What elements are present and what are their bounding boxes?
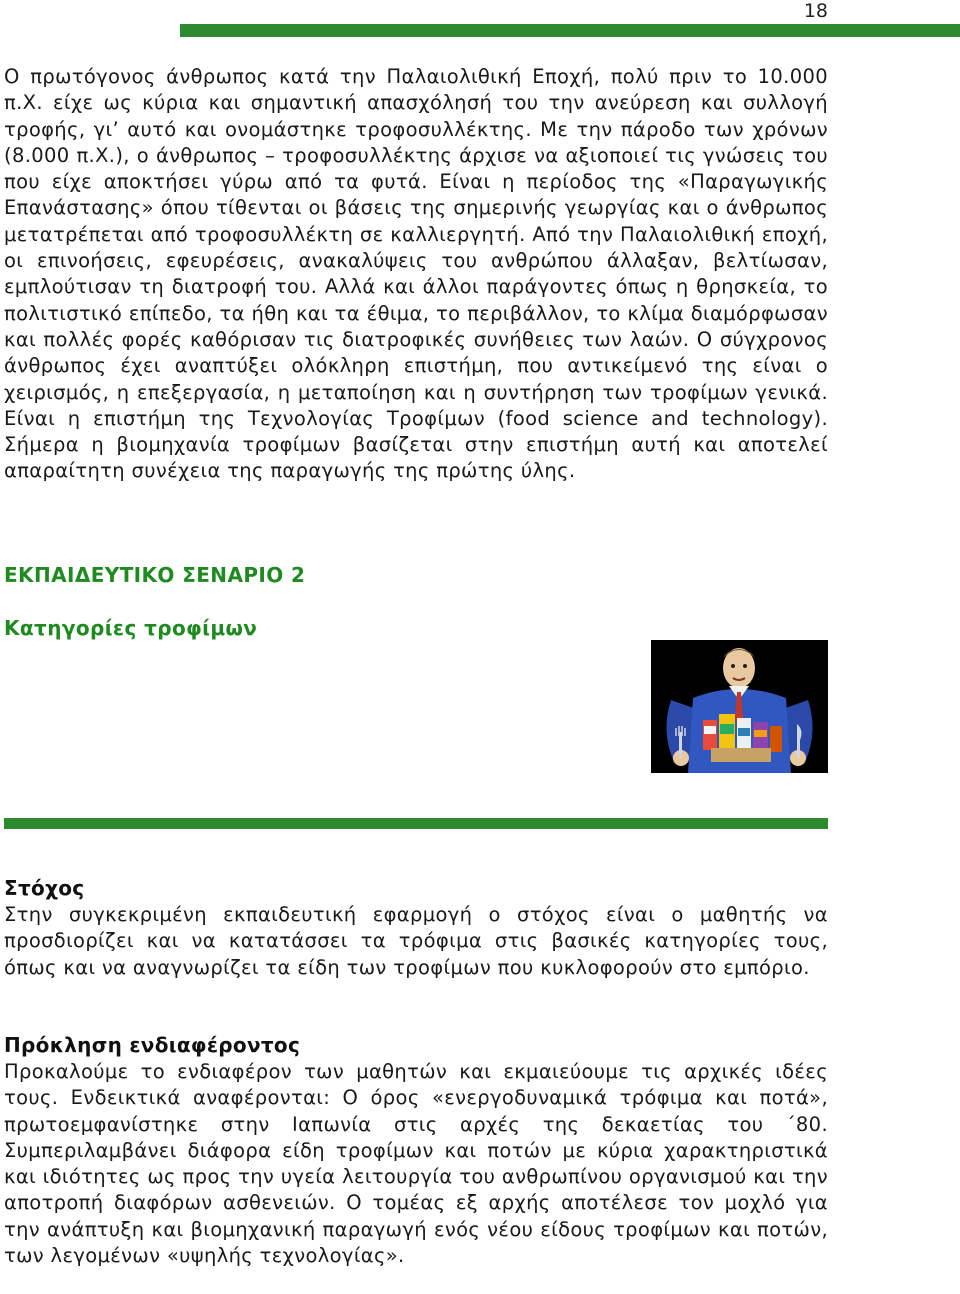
interest-heading: Πρόκληση ενδιαφέροντος bbox=[4, 1033, 301, 1057]
goal-paragraph: Στην συγκεκριμένη εκπαιδευτική εφαρμογή ο στόχος είναι ο μαθητής να προσδιορίζει και να κατατάσσει τα τρόφιμα στις βασικές κατηγορίες τους, όπως και να αναγνωρίζει τα είδη των τροφίμων που κυκλοφορούν στο εμπόριο. bbox=[4, 903, 828, 979]
page-number: 18 bbox=[803, 0, 828, 22]
intro-paragraph: Ο πρωτόγονος άνθρωπος κατά την Παλαιολιθική Εποχή, πολύ πριν το 10.000 π.Χ. είχε ως κύρια και σημαντική απασχόλησή του την ανεύρεση και συλλογή τροφής, γι’ αυτό και ονομάστηκε τροφοσυλλέκτης. Με την πάροδο των χρόνων (8.000 π.Χ.), ο άνθρωπος – τροφοσυλλέκτης άρχισε να αξιοποιεί τις γνώσεις του που είχε αποκτήσει γύρω από τα φυτά. Είναι η περίοδος της «Παραγωγικής Επανάστασης» όπου τίθενται οι βάσεις της σημερινής γεωργίας και ο άνθρωπος μετατρέπεται από τροφοσυλλέκτη σε καλλιεργητή. Από την Παλαιολιθική εποχή, οι επινοήσεις, εφευρέσεις, ανακαλύψεις του ανθρώπου άλλαξαν, βελτίωσαν, εμπλούτισαν τη διατροφή του. Αλλά και άλλοι παράγοντες όπως η θρησκεία, το πολιτιστικό επίπεδο, τα ήθη και τα έθιμα, το περιβάλλον, το κλίμα διαμόρφωσαν και πολλές φορές καθόρισαν τις διατροφικές συνήθειες των λαών. Ο σύγχρονος άνθρωπος έχει αναπτύξει ολόκληρη επιστήμη, που αντικείμενό της είναι ο χειρισμός, η επεξεργασία, η μεταποίηση και η συντήρηση των τροφίμων γενικά. Είναι η επιστήμη της Τεχνολογίας Τροφίμων (food science and technology). Σήμερα η βιομηχανία τροφίμων βασίζεται στην επιστήμη αυτή και αποτελεί απαραίτητη συνέχεια της παραγωγής της πρώτης ύλης. bbox=[4, 65, 828, 483]
food-cartoon-illustration bbox=[651, 640, 828, 773]
scenario-title: ΕΚΠΑΙΔΕΥΤΙΚΟ ΣΕΝΑΡΙΟ 2 bbox=[4, 563, 306, 587]
interest-paragraph: Προκαλούμε το ενδιαφέρον των μαθητών και εκμαιεύουμε τις αρχικές ιδέες τους. Ενδεικτικά αναφέρονται: Ο όρος «ενεργοδυναμικά τρόφιμα και ποτά», πρωτοεμφανίστηκε στην Ιαπωνία στις αρχές της δεκαετίας του ΄80. Συμπεριλαμβάνει διάφορα είδη τροφίμων και ποτών με κύρια χαρακτηριστικά και ιδιότητες ως προς την υγεία λειτουργία του ανθρωπίνου οργανισμού και την αποτροπή διαφόρων ασθενειών. Ο τομέας εξ αρχής αποτέλεσε τον μοχλό για την ανάπτυξη και βιομηχανική παραγωγή ενός νέου είδους τροφίμων και ποτών, των λεγομένων «υψηλής τεχνολογίας». bbox=[4, 1060, 828, 1268]
section-divider bbox=[4, 818, 828, 829]
top-divider bbox=[180, 24, 960, 37]
cartoon-figure-icon bbox=[651, 640, 828, 773]
goal-heading: Στόχος bbox=[4, 876, 85, 900]
scenario-subtitle: Κατηγορίες τροφίμων bbox=[4, 616, 258, 640]
